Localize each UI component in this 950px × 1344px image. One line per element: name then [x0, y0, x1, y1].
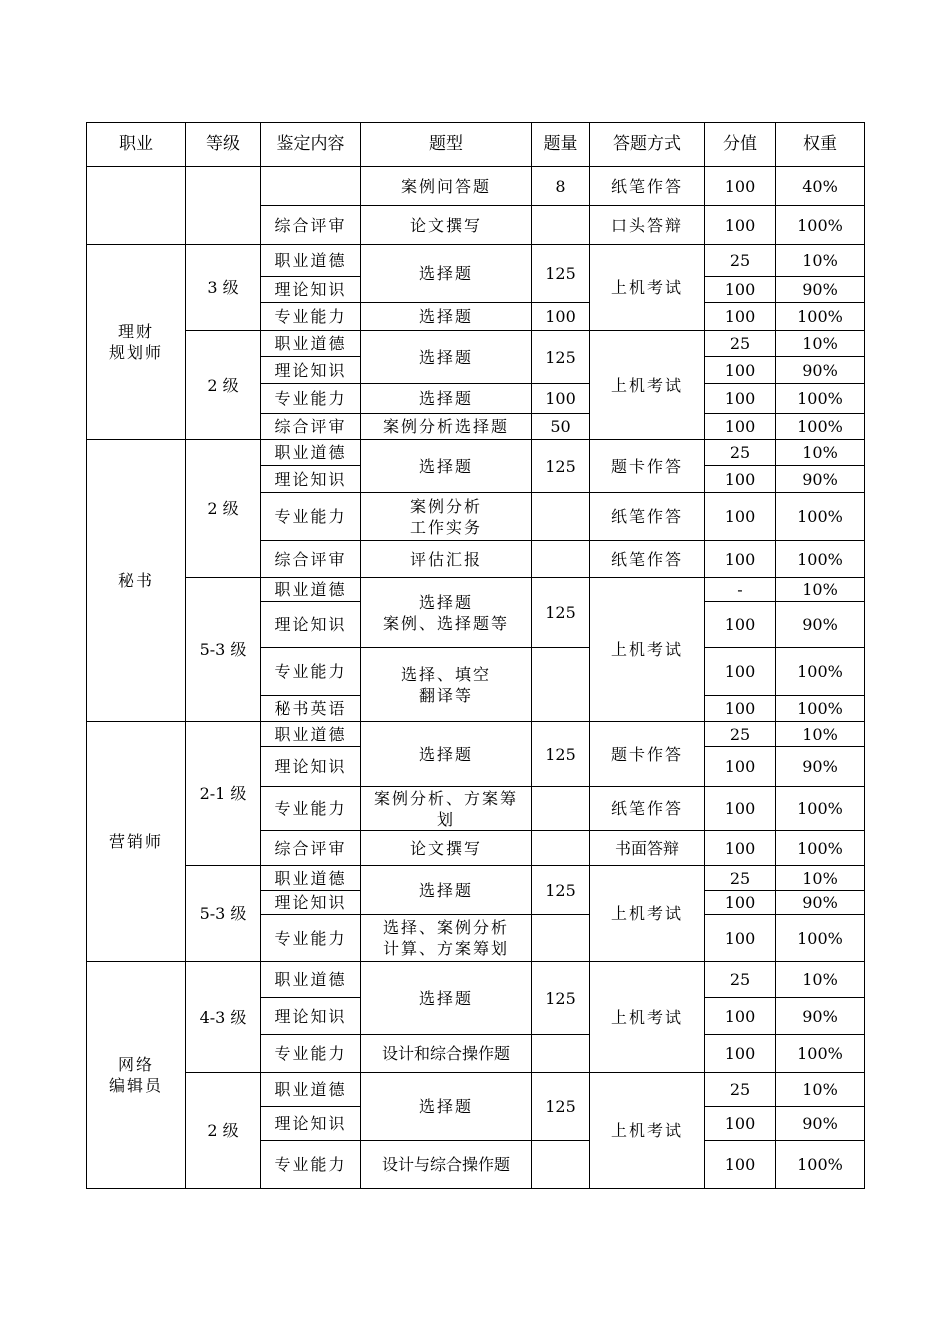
weight-cell: 100%	[776, 414, 865, 440]
score-cell: 100	[705, 648, 776, 696]
qty-cell: 125	[532, 722, 590, 787]
score-cell: 25	[705, 866, 776, 891]
score-cell: 100	[705, 206, 776, 245]
weight-cell: 90%	[776, 357, 865, 384]
content-cell	[261, 167, 361, 206]
type-cell: 案例问答题	[361, 167, 532, 206]
type-line: 选择、案例分析	[382, 918, 509, 937]
qty-cell	[532, 787, 590, 831]
type-cell: 选择题	[361, 722, 532, 787]
type-cell	[361, 648, 532, 722]
qty-cell: 8	[532, 167, 590, 206]
qty-cell: 125	[532, 578, 590, 648]
content-cell: 专业能力	[261, 787, 361, 831]
content-cell: 综合评审	[261, 414, 361, 440]
weight-cell: 10%	[776, 722, 865, 747]
score-cell: 25	[705, 722, 776, 747]
qty-cell: 100	[532, 384, 590, 414]
score-cell: 100	[705, 303, 776, 331]
score-cell: -	[705, 578, 776, 602]
method-cell: 上机考试	[590, 245, 705, 331]
method-cell: 纸笔作答	[590, 493, 705, 541]
level-cell: 2-1 级	[186, 722, 261, 866]
table-row	[87, 866, 865, 891]
score-cell: 100	[705, 915, 776, 962]
weight-cell: 100%	[776, 206, 865, 245]
job-label: 编辑员	[108, 1076, 163, 1095]
weight-cell: 100%	[776, 1035, 865, 1073]
content-cell: 理论知识	[261, 891, 361, 915]
content-cell: 职业道德	[261, 245, 361, 277]
type-line: 划	[436, 809, 455, 829]
qty-cell	[532, 831, 590, 866]
type-cell	[361, 493, 532, 541]
header-cell: 鉴定内容	[261, 123, 361, 167]
type-line: 工作实务	[409, 517, 482, 537]
method-cell: 上机考试	[590, 578, 705, 722]
content-cell: 理论知识	[261, 747, 361, 787]
type-cell: 选择题	[361, 866, 532, 915]
header-cell: 答题方式	[590, 123, 705, 167]
content-cell: 理论知识	[261, 602, 361, 648]
type-cell: 论文撰写	[361, 831, 532, 866]
score-cell: 100	[705, 466, 776, 493]
score-cell: 100	[705, 787, 776, 831]
score-cell: 100	[705, 1035, 776, 1073]
method-cell: 口头答辩	[590, 206, 705, 245]
method-cell: 书面答辩	[590, 831, 705, 866]
qty-cell	[532, 648, 590, 722]
weight-cell: 10%	[776, 866, 865, 891]
score-cell: 100	[705, 384, 776, 414]
method-cell: 题卡作答	[590, 722, 705, 787]
header-cell: 权重	[776, 123, 865, 167]
content-cell: 职业道德	[261, 962, 361, 998]
qty-cell	[532, 541, 590, 578]
score-cell: 100	[705, 541, 776, 578]
content-cell: 综合评审	[261, 541, 361, 578]
header-cell: 题量	[532, 123, 590, 167]
qty-cell: 125	[532, 962, 590, 1035]
qty-cell: 125	[532, 331, 590, 384]
weight-cell: 100%	[776, 384, 865, 414]
weight-cell: 90%	[776, 466, 865, 493]
qty-cell	[532, 1141, 590, 1189]
content-cell: 理论知识	[261, 357, 361, 384]
type-cell	[361, 578, 532, 648]
score-cell: 100	[705, 493, 776, 541]
content-cell: 专业能力	[261, 648, 361, 696]
weight-cell: 90%	[776, 277, 865, 303]
content-cell: 理论知识	[261, 277, 361, 303]
content-cell: 理论知识	[261, 1107, 361, 1141]
type-cell	[361, 787, 532, 831]
content-cell: 职业道德	[261, 331, 361, 357]
score-cell: 100	[705, 998, 776, 1035]
type-cell: 选择题	[361, 303, 532, 331]
type-cell: 设计与综合操作题	[361, 1141, 532, 1189]
table-row	[87, 331, 865, 357]
qty-cell: 100	[532, 303, 590, 331]
type-line: 计算、方案筹划	[382, 939, 509, 958]
weight-cell: 40%	[776, 167, 865, 206]
weight-cell: 100%	[776, 787, 865, 831]
exam-structure-table	[86, 122, 865, 1189]
table-row	[87, 245, 865, 277]
header-cell: 等级	[186, 123, 261, 167]
score-cell: 100	[705, 1141, 776, 1189]
weight-cell: 10%	[776, 578, 865, 602]
weight-cell: 100%	[776, 915, 865, 962]
weight-cell: 90%	[776, 891, 865, 915]
type-line: 选择题	[418, 592, 473, 612]
level-cell	[186, 167, 261, 245]
method-cell: 上机考试	[590, 1073, 705, 1189]
method-cell: 纸笔作答	[590, 787, 705, 831]
type-line: 案例、选择题等	[382, 613, 509, 633]
weight-cell: 10%	[776, 1073, 865, 1107]
weight-cell: 90%	[776, 602, 865, 648]
weight-cell: 100%	[776, 831, 865, 866]
qty-cell	[532, 493, 590, 541]
content-cell: 理论知识	[261, 466, 361, 493]
table-row	[87, 962, 865, 998]
content-cell: 综合评审	[261, 831, 361, 866]
table-row	[87, 167, 865, 206]
score-cell: 100	[705, 277, 776, 303]
content-cell: 专业能力	[261, 1035, 361, 1073]
type-cell: 案例分析选择题	[361, 414, 532, 440]
type-line: 选择、填空	[400, 664, 491, 684]
score-cell: 100	[705, 414, 776, 440]
content-cell: 专业能力	[261, 1141, 361, 1189]
content-cell: 综合评审	[261, 206, 361, 245]
score-cell: 100	[705, 891, 776, 915]
score-cell: 100	[705, 1107, 776, 1141]
header-cell: 分值	[705, 123, 776, 167]
type-cell: 选择题	[361, 440, 532, 493]
weight-cell: 100%	[776, 541, 865, 578]
level-cell: 4-3 级	[186, 962, 261, 1073]
score-cell: 100	[705, 167, 776, 206]
type-cell: 论文撰写	[361, 206, 532, 245]
qty-cell	[532, 1035, 590, 1073]
type-line: 案例分析、方案筹	[373, 788, 518, 808]
type-line: 案例分析	[409, 496, 482, 516]
content-cell: 专业能力	[261, 915, 361, 962]
qty-cell: 125	[532, 866, 590, 915]
job-cell	[87, 245, 186, 440]
content-cell: 理论知识	[261, 998, 361, 1035]
score-cell: 25	[705, 962, 776, 998]
qty-cell: 125	[532, 1073, 590, 1141]
job-label: 规划师	[108, 343, 163, 362]
type-cell: 评估汇报	[361, 541, 532, 578]
content-cell: 职业道德	[261, 1073, 361, 1107]
method-cell: 上机考试	[590, 331, 705, 440]
type-cell: 选择题	[361, 245, 532, 303]
weight-cell: 100%	[776, 303, 865, 331]
content-cell: 专业能力	[261, 493, 361, 541]
header-cell: 题型	[361, 123, 532, 167]
job-cell	[87, 167, 186, 245]
score-cell: 25	[705, 440, 776, 466]
job-label: 理财	[117, 322, 154, 341]
weight-cell: 10%	[776, 440, 865, 466]
score-cell: 25	[705, 245, 776, 277]
method-cell: 纸笔作答	[590, 167, 705, 206]
table-row	[87, 578, 865, 602]
method-cell: 上机考试	[590, 866, 705, 962]
weight-cell: 90%	[776, 998, 865, 1035]
job-label: 网络	[117, 1055, 154, 1074]
level-cell: 2 级	[186, 331, 261, 440]
type-cell: 选择题	[361, 1073, 532, 1141]
qty-cell: 50	[532, 414, 590, 440]
qty-cell	[532, 915, 590, 962]
weight-cell: 100%	[776, 1141, 865, 1189]
content-cell: 秘书英语	[261, 696, 361, 722]
score-cell: 100	[705, 696, 776, 722]
type-line: 翻译等	[418, 685, 473, 705]
level-cell: 3 级	[186, 245, 261, 331]
weight-cell: 90%	[776, 747, 865, 787]
level-cell: 2 级	[186, 440, 261, 578]
header-row	[87, 123, 865, 167]
content-cell: 职业道德	[261, 866, 361, 891]
type-cell: 选择题	[361, 384, 532, 414]
level-cell: 5-3 级	[186, 866, 261, 962]
content-cell: 专业能力	[261, 384, 361, 414]
job-cell: 营销师	[87, 722, 186, 962]
header-cell: 职业	[87, 123, 186, 167]
type-cell	[361, 915, 532, 962]
qty-cell	[532, 206, 590, 245]
content-cell: 职业道德	[261, 440, 361, 466]
content-cell: 职业道德	[261, 722, 361, 747]
type-cell: 选择题	[361, 962, 532, 1035]
type-cell: 选择题	[361, 331, 532, 384]
content-cell: 专业能力	[261, 303, 361, 331]
job-cell	[87, 962, 186, 1189]
score-cell: 100	[705, 357, 776, 384]
weight-cell: 100%	[776, 493, 865, 541]
content-cell: 职业道德	[261, 578, 361, 602]
job-cell: 秘书	[87, 440, 186, 722]
weight-cell: 100%	[776, 648, 865, 696]
method-cell: 上机考试	[590, 962, 705, 1073]
method-cell: 纸笔作答	[590, 541, 705, 578]
weight-cell: 10%	[776, 245, 865, 277]
score-cell: 100	[705, 602, 776, 648]
score-cell: 25	[705, 331, 776, 357]
level-cell: 5-3 级	[186, 578, 261, 722]
weight-cell: 10%	[776, 962, 865, 998]
qty-cell: 125	[532, 245, 590, 303]
level-cell: 2 级	[186, 1073, 261, 1189]
method-cell: 题卡作答	[590, 440, 705, 493]
type-cell: 设计和综合操作题	[361, 1035, 532, 1073]
score-cell: 25	[705, 1073, 776, 1107]
table-row	[87, 1073, 865, 1107]
score-cell: 100	[705, 831, 776, 866]
qty-cell: 125	[532, 440, 590, 493]
weight-cell: 10%	[776, 331, 865, 357]
weight-cell: 100%	[776, 696, 865, 722]
score-cell: 100	[705, 747, 776, 787]
table-row	[87, 722, 865, 747]
weight-cell: 90%	[776, 1107, 865, 1141]
table-row	[87, 440, 865, 466]
